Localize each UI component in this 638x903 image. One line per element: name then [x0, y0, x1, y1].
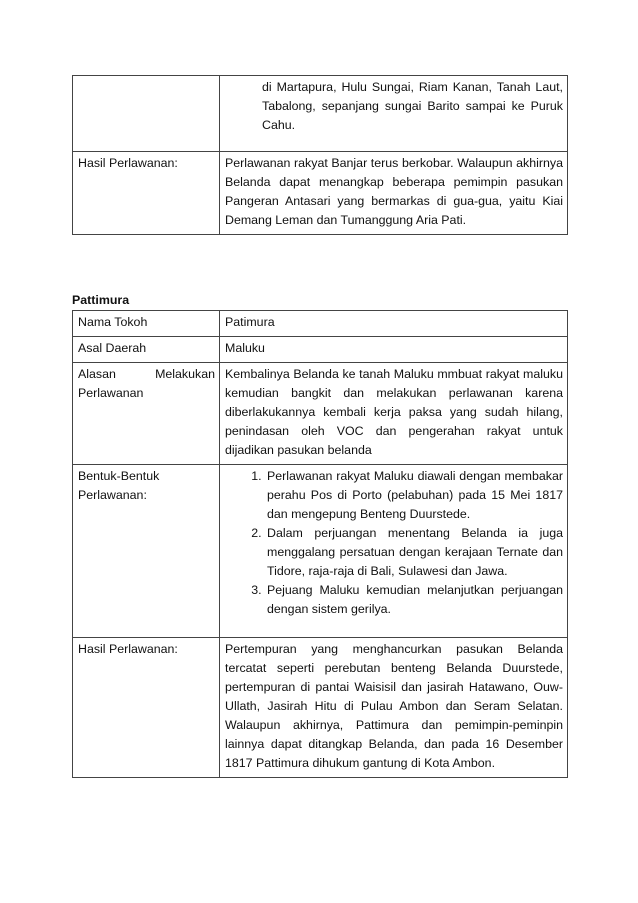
label-bentuk-line1: Bentuk-Bentuk — [78, 469, 160, 483]
label-alasan — [73, 363, 220, 465]
row-label-hasil: Hasil Perlawanan: — [73, 152, 220, 235]
row-value-hasil: Perlawanan rakyat Banjar terus berkobar. Walaupun akhirnya Belanda dapat menangkap beberapa pemimpin pasukan Pangeran Antasari yang bermarkas di gua-gua, yaitu Kiai Demang Leman dan Tumanggung Aria Pati. — [220, 152, 568, 235]
label-nama-tokoh: Nama Tokoh — [73, 311, 220, 337]
label-bentuk — [73, 465, 220, 638]
pattimura-table — [72, 310, 568, 778]
table-row — [73, 465, 568, 638]
table-row — [73, 152, 568, 235]
value-asal-daerah: Maluku — [220, 337, 568, 363]
row-value — [220, 76, 568, 152]
list-item: 1. Perlawanan rakyat Maluku diawali dengan membakar perahu Pos di Porto (pelabuhan) pada 15 Mei 1817 dan mengepung Benteng Duurstede. — [265, 467, 563, 524]
value-alasan: Kembalinya Belanda ke tanah Maluku mmbuat rakyat maluku kemudian bangkit dan melakukan perlawanan karena diberlakukannya kembali kerja paksa yang sudah hilang, penindasan oleh VOC dan pengerahan rakyat untuk dijadikan pasukan belanda — [220, 363, 568, 465]
label-bentuk-line2: Perlawanan: — [78, 488, 147, 502]
label-alasan-word2: Melakukan — [155, 367, 215, 381]
row-label-empty — [73, 76, 220, 152]
list-item: 2. Dalam perjuangan menentang Belanda ia juga menggalang persatuan dengan kerajaan Ternate dan Tidore, raja-raja di Bali, Sulawesi dan Jawa. — [265, 524, 563, 581]
label-alasan-line2: Perlawanan — [78, 386, 144, 400]
label-alasan-word1: Alasan — [78, 367, 116, 381]
section-title: Pattimura — [72, 293, 130, 307]
value-bentuk — [220, 465, 568, 638]
bentuk-list — [225, 467, 563, 619]
banjar-table — [72, 75, 568, 235]
value-nama-tokoh: Patimura — [220, 311, 568, 337]
list-item: 3. Pejuang Maluku kemudian melanjutkan perjuangan dengan sistem gerilya. — [265, 581, 563, 619]
label-asal-daerah: Asal Daerah — [73, 337, 220, 363]
table-row — [73, 311, 568, 337]
label-hasil: Hasil Perlawanan: — [73, 638, 220, 778]
table-row — [73, 363, 568, 465]
value-hasil: Pertempuran yang menghancurkan pasukan Belanda tercatat seperti perebutan benteng Belanda Duurstede, pertempuran di pantai Waisisil dan jasirah Hatawano, Ouw- Ullath, Jasirah Hitu di Pulau Ambon dan Seram Selatan. Walaupun akhirnya, Pattimura dan pemimpin-peminpin lainnya dapat ditangkap Belanda, dan pada 16 Desember 1817 Pattimura dihukum gantung di Kota Ambon. — [220, 638, 568, 778]
table-row — [73, 638, 568, 778]
table-row — [73, 337, 568, 363]
table-row — [73, 76, 568, 152]
location-text: di Martapura, Hulu Sungai, Riam Kanan, Tanah Laut, Tabalong, sepanjang sungai Barito sampai ke Puruk Cahu. — [262, 80, 563, 132]
